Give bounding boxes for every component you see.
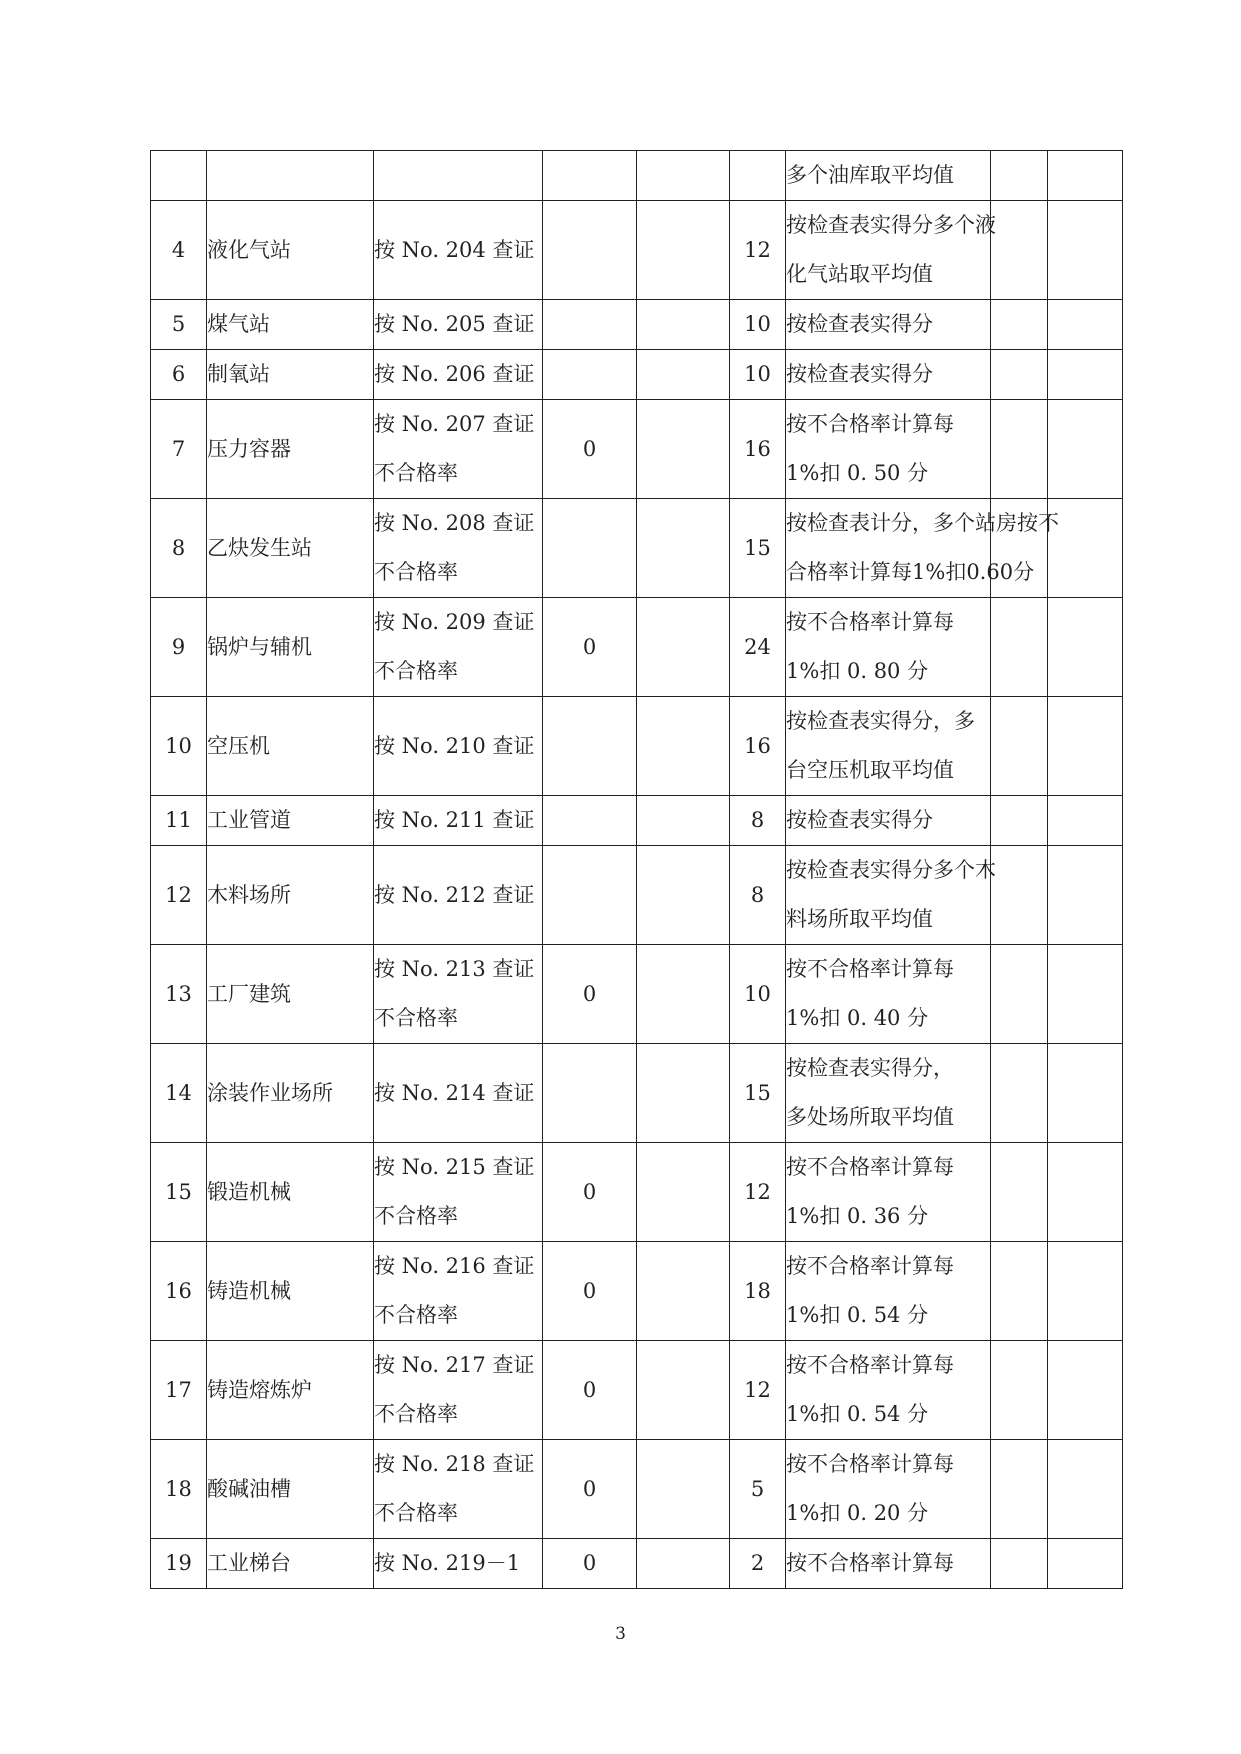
blank-cell: [637, 300, 730, 350]
score-cell: 5: [730, 1440, 786, 1539]
blank-cell-a: [991, 400, 1048, 499]
blank-cell: [637, 1044, 730, 1143]
scoring-note-cell: [786, 400, 991, 499]
score-cell: [730, 151, 786, 201]
item-name-cell: 制氧站: [207, 350, 374, 400]
item-number-cell: 6: [151, 350, 207, 400]
blank-cell-b: [1048, 201, 1123, 300]
blank-cell-b: [1048, 1143, 1123, 1242]
table-row: [151, 796, 1123, 846]
item-number-cell: 17: [151, 1341, 207, 1440]
blank-cell: [637, 1440, 730, 1539]
item-name-cell: [207, 151, 374, 201]
value-cell: 0: [543, 1341, 637, 1440]
check-method-cell-line: 按 No. 207 查证: [374, 412, 535, 436]
score-cell: 15: [730, 1044, 786, 1143]
blank-cell-a: [991, 201, 1048, 300]
check-method-cell: [374, 796, 543, 846]
blank-cell-a: [991, 796, 1048, 846]
value-cell: [543, 499, 637, 598]
value-cell: 0: [543, 1242, 637, 1341]
blank-cell-a: [991, 1044, 1048, 1143]
scoring-note-cell-line: 多个油库取平均值: [786, 163, 954, 187]
scoring-note-cell: [786, 796, 991, 846]
blank-cell-a: [991, 350, 1048, 400]
value-cell: [543, 697, 637, 796]
scoring-note-cell-line: 按检查表实得分多个液: [786, 213, 996, 237]
blank-cell: [637, 1242, 730, 1341]
table-row: [151, 400, 1123, 499]
table-row: [151, 1440, 1123, 1539]
blank-cell-b: [1048, 1242, 1123, 1341]
blank-cell-a: [991, 1440, 1048, 1539]
scoring-note-cell: [786, 697, 991, 796]
item-name-cell: 工厂建筑: [207, 945, 374, 1044]
scoring-note-cell: [786, 300, 991, 350]
check-method-cell-line: 不合格率: [374, 1006, 458, 1030]
value-cell: [543, 350, 637, 400]
scoring-note-cell-line: 1%扣 0. 36 分: [786, 1204, 929, 1228]
value-cell: 0: [543, 400, 637, 499]
score-cell: 24: [730, 598, 786, 697]
blank-cell: [637, 350, 730, 400]
item-number-cell: 14: [151, 1044, 207, 1143]
score-cell: 8: [730, 846, 786, 945]
blank-cell-b: [1048, 796, 1123, 846]
scoring-note-cell-line: 按检查表计分，多个站房按不: [786, 511, 1059, 535]
value-cell: 0: [543, 1440, 637, 1539]
check-method-cell: [374, 945, 543, 1044]
item-name-cell: 空压机: [207, 697, 374, 796]
check-method-cell-line: 按 No. 206 查证: [374, 362, 535, 386]
score-cell: 12: [730, 201, 786, 300]
check-method-cell: [374, 846, 543, 945]
check-method-cell-line: 按 No. 219－1: [374, 1551, 521, 1575]
scoring-note-cell-line: 1%扣 0. 40 分: [786, 1006, 929, 1030]
scoring-note-cell-line: 料场所取平均值: [786, 907, 933, 931]
item-name-cell: 工业梯台: [207, 1539, 374, 1589]
scoring-note-cell-line: 1%扣 0. 50 分: [786, 461, 929, 485]
item-number-cell: 12: [151, 846, 207, 945]
scoring-note-cell-line: 按检查表实得分: [786, 312, 933, 336]
item-number-cell: 10: [151, 697, 207, 796]
scoring-note-cell: [786, 151, 991, 201]
check-method-cell: [374, 151, 543, 201]
check-method-cell-line: 按 No. 214 查证: [374, 1080, 535, 1105]
check-method-cell: [374, 598, 543, 697]
item-name-cell: 木料场所: [207, 846, 374, 945]
check-method-cell: [374, 1341, 543, 1440]
check-method-cell-line: 不合格率: [374, 1204, 458, 1228]
score-cell: 10: [730, 300, 786, 350]
blank-cell-b: [1048, 300, 1123, 350]
scoring-note-cell: [786, 201, 996, 300]
value-cell: [543, 846, 637, 945]
check-method-cell-line: 不合格率: [374, 461, 458, 485]
check-method-cell-line: 按 No. 213 查证: [374, 957, 535, 981]
check-method-cell-line: 不合格率: [374, 1402, 458, 1426]
scoring-note-cell-line: 按不合格率计算每: [786, 1551, 954, 1575]
table-row: [151, 1044, 1123, 1143]
blank-cell: [637, 1539, 730, 1589]
check-method-cell-line: 按 No. 218 查证: [374, 1452, 535, 1476]
scoring-note-cell-line: 按不合格率计算每: [786, 1353, 954, 1377]
table-row: [151, 1143, 1123, 1242]
check-method-cell-line: 按 No. 204 查证: [374, 237, 535, 262]
scoring-note-cell: [786, 1044, 991, 1143]
check-method-cell-line: 按 No. 216 查证: [374, 1254, 535, 1278]
blank-cell-b: [1048, 1341, 1123, 1440]
check-method-cell-line: 不合格率: [374, 560, 458, 584]
check-method-cell: [374, 1044, 543, 1143]
scoring-note-cell: [786, 1539, 991, 1589]
item-name-cell: 锻造机械: [207, 1143, 374, 1242]
blank-cell-a: [991, 846, 1048, 945]
item-number-cell: 13: [151, 945, 207, 1044]
scoring-note-cell-line: 化气站取平均值: [786, 262, 933, 286]
blank-cell-a: [991, 1242, 1048, 1341]
scoring-note-cell-line: 按检查表实得分，多: [786, 709, 975, 733]
item-number-cell: 4: [151, 201, 207, 300]
scoring-note-cell-line: 按不合格率计算每: [786, 1155, 954, 1179]
blank-cell-b: [1048, 598, 1123, 697]
table-row: [151, 846, 1123, 945]
score-cell: 10: [730, 945, 786, 1044]
scoring-note-cell: [786, 350, 991, 400]
blank-cell-b: [1048, 697, 1123, 796]
blank-cell: [637, 1341, 730, 1440]
blank-cell-b: [1048, 945, 1123, 1044]
item-name-cell: 煤气站: [207, 300, 374, 350]
check-method-cell-line: 按 No. 210 查证: [374, 733, 535, 758]
value-cell: [543, 201, 637, 300]
blank-cell: [637, 1143, 730, 1242]
item-number-cell: 11: [151, 796, 207, 846]
blank-cell: [637, 499, 730, 598]
blank-cell-b: [1048, 400, 1123, 499]
check-method-cell-line: 按 No. 205 查证: [374, 312, 535, 336]
item-name-cell: 乙炔发生站: [207, 499, 374, 598]
blank-cell-a: [991, 151, 1048, 201]
item-name-cell: 锅炉与辅机: [207, 598, 374, 697]
blank-cell: [637, 151, 730, 201]
item-name-cell: 酸碱油槽: [207, 1440, 374, 1539]
check-method-cell-line: 按 No. 209 查证: [374, 610, 535, 634]
score-cell: 18: [730, 1242, 786, 1341]
scoring-note-cell-line: 1%扣 0. 54 分: [786, 1402, 929, 1426]
table-row: [151, 1341, 1123, 1440]
check-method-cell: [374, 201, 543, 300]
table-row: [151, 1539, 1123, 1589]
score-cell: 15: [730, 499, 786, 598]
value-cell: 0: [543, 1143, 637, 1242]
item-number-cell: 16: [151, 1242, 207, 1341]
blank-cell-a: [991, 1539, 1048, 1589]
check-method-cell-line: 不合格率: [374, 1501, 458, 1525]
check-method-cell: [374, 1242, 543, 1341]
scoring-note-cell: [786, 945, 991, 1044]
item-number-cell: 9: [151, 598, 207, 697]
scoring-note-cell-line: 按检查表实得分: [786, 808, 933, 832]
blank-cell-a: [991, 1143, 1048, 1242]
table-row: [151, 350, 1123, 400]
score-cell: 8: [730, 796, 786, 846]
check-method-cell: [374, 1143, 543, 1242]
item-name-cell: 压力容器: [207, 400, 374, 499]
blank-cell: [637, 945, 730, 1044]
blank-cell-a: [991, 598, 1048, 697]
evaluation-table: [150, 150, 1123, 1589]
scoring-note-cell-line: 按检查表实得分: [786, 362, 933, 386]
blank-cell-b: [1048, 350, 1123, 400]
table-row: [151, 598, 1123, 697]
item-name-cell: 铸造熔炼炉: [207, 1341, 374, 1440]
check-method-cell-line: 不合格率: [374, 1303, 458, 1327]
score-cell: 10: [730, 350, 786, 400]
value-cell: [543, 300, 637, 350]
table-row: [151, 945, 1123, 1044]
value-cell: 0: [543, 598, 637, 697]
table-row: [151, 697, 1123, 796]
check-method-cell: [374, 1440, 543, 1539]
item-name-cell: 涂装作业场所: [207, 1044, 374, 1143]
item-name-cell: 液化气站: [207, 201, 374, 300]
page-number: 3: [615, 1624, 626, 1644]
check-method-cell-line: 按 No. 211 查证: [374, 808, 535, 832]
score-cell: 12: [730, 1341, 786, 1440]
check-method-cell: [374, 697, 543, 796]
blank-cell-a: [991, 945, 1048, 1044]
blank-cell: [637, 598, 730, 697]
scoring-note-cell: [786, 598, 991, 697]
check-method-cell: [374, 1539, 543, 1589]
blank-cell-b: [1048, 1044, 1123, 1143]
check-method-cell-line: 不合格率: [374, 659, 458, 683]
scoring-note-cell: [786, 1143, 991, 1242]
item-name-cell: 铸造机械: [207, 1242, 374, 1341]
table-row: [151, 300, 1123, 350]
value-cell: [543, 1044, 637, 1143]
blank-cell: [637, 400, 730, 499]
blank-cell-a: [991, 697, 1048, 796]
check-method-cell: [374, 300, 543, 350]
table-row: [151, 151, 1123, 201]
blank-cell-b: [1048, 151, 1123, 201]
table-body: [151, 151, 1123, 1589]
scoring-note-cell-line: 多处场所取平均值: [786, 1105, 954, 1129]
table-row: [151, 201, 1123, 300]
scoring-note-cell: [786, 1440, 991, 1539]
item-number-cell: 5: [151, 300, 207, 350]
check-method-cell-line: 按 No. 208 查证: [374, 511, 535, 535]
scoring-note-cell: [786, 499, 1059, 598]
value-cell: [543, 796, 637, 846]
score-cell: 12: [730, 1143, 786, 1242]
blank-cell: [637, 201, 730, 300]
score-cell: 2: [730, 1539, 786, 1589]
item-number-cell: 19: [151, 1539, 207, 1589]
blank-cell-b: [1048, 1539, 1123, 1589]
scoring-note-cell-line: 1%扣 0. 80 分: [786, 659, 929, 683]
scoring-note-cell-line: 台空压机取平均值: [786, 758, 954, 782]
check-method-cell-line: 按 No. 217 查证: [374, 1353, 535, 1377]
value-cell: 0: [543, 945, 637, 1044]
scoring-note-cell-line: 按不合格率计算每: [786, 1452, 954, 1476]
check-method-cell-line: 按 No. 215 查证: [374, 1155, 535, 1179]
item-number-cell: 15: [151, 1143, 207, 1242]
table-row: [151, 1242, 1123, 1341]
scoring-note-cell-line: 按不合格率计算每: [786, 957, 954, 981]
check-method-cell-line: 按 No. 212 查证: [374, 882, 535, 907]
blank-cell: [637, 846, 730, 945]
score-cell: 16: [730, 697, 786, 796]
scoring-note-cell-line: 按不合格率计算每: [786, 1254, 954, 1278]
scoring-note-cell-line: 1%扣 0. 54 分: [786, 1303, 929, 1327]
blank-cell: [637, 796, 730, 846]
scoring-note-cell-line: 1%扣 0. 20 分: [786, 1501, 929, 1525]
scoring-note-cell-line: 按检查表实得分多个木: [786, 858, 996, 882]
item-number-cell: 8: [151, 499, 207, 598]
blank-cell: [637, 697, 730, 796]
scoring-note-cell: [786, 1242, 991, 1341]
check-method-cell: [374, 350, 543, 400]
value-cell: [543, 151, 637, 201]
scoring-note-cell-line: 合格率计算每1%扣0.60分: [786, 560, 1035, 584]
value-cell: 0: [543, 1539, 637, 1589]
blank-cell-b: [1048, 1440, 1123, 1539]
scoring-note-cell-line: 按不合格率计算每: [786, 610, 954, 634]
blank-cell-a: [991, 1341, 1048, 1440]
item-name-cell: 工业管道: [207, 796, 374, 846]
scoring-note-cell: [786, 1341, 991, 1440]
item-number-cell: [151, 151, 207, 201]
scoring-note-cell-line: 按不合格率计算每: [786, 412, 954, 436]
score-cell: 16: [730, 400, 786, 499]
check-method-cell: [374, 400, 543, 499]
item-number-cell: 18: [151, 1440, 207, 1539]
scoring-note-cell-line: 按检查表实得分，: [786, 1056, 954, 1080]
check-method-cell: [374, 499, 543, 598]
scoring-note-cell: [786, 846, 996, 945]
table-row: [151, 499, 1123, 598]
item-number-cell: 7: [151, 400, 207, 499]
blank-cell-b: [1048, 846, 1123, 945]
blank-cell-a: [991, 300, 1048, 350]
